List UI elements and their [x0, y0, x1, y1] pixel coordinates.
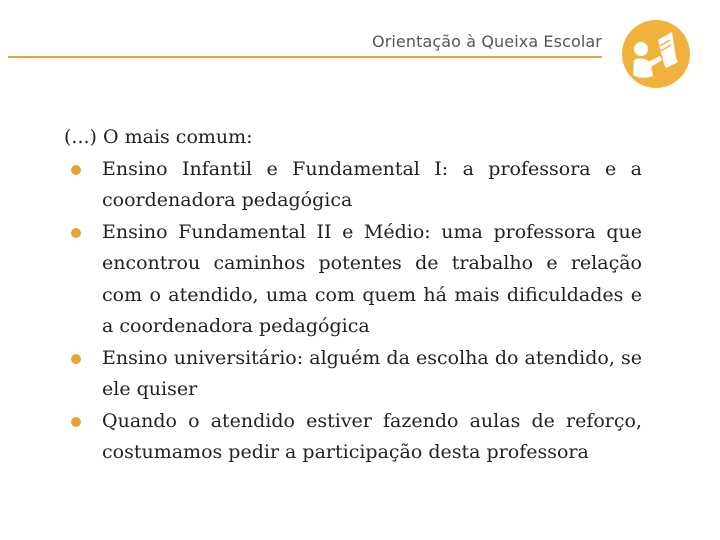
header-divider [8, 56, 602, 58]
bullet-icon [71, 354, 81, 364]
list-item [64, 217, 642, 343]
list-item-text: Ensino Infantil e Fundamental I: a professora e a coordenadora pedagógica [102, 157, 642, 211]
list-item [64, 154, 642, 217]
list-item [64, 343, 642, 406]
list-item-text: Ensino universitário: alguém da escolha do atendido, se ele quiser [102, 346, 642, 400]
bullet-list [64, 154, 642, 469]
intro-text: (...) O mais comum: [64, 126, 253, 148]
bullet-icon [71, 417, 81, 427]
list-item-text: Ensino Fundamental II e Médio: uma professora que encontrou caminhos potentes de trabalho e relação com o atendido, uma com quem há mais dificuldades e a coordenadora pedagógica [102, 220, 642, 337]
list-item-text: Quando o atendido estiver fazendo aulas de reforço, costumamos pedir a participação desta professora [102, 409, 642, 463]
header [0, 0, 720, 110]
header-title: Orientação à Queixa Escolar [372, 32, 602, 51]
slide-content [64, 122, 642, 469]
person-reading-icon [620, 18, 692, 90]
list-item [64, 406, 642, 469]
bullet-icon [71, 228, 81, 238]
bullet-icon [71, 165, 81, 175]
